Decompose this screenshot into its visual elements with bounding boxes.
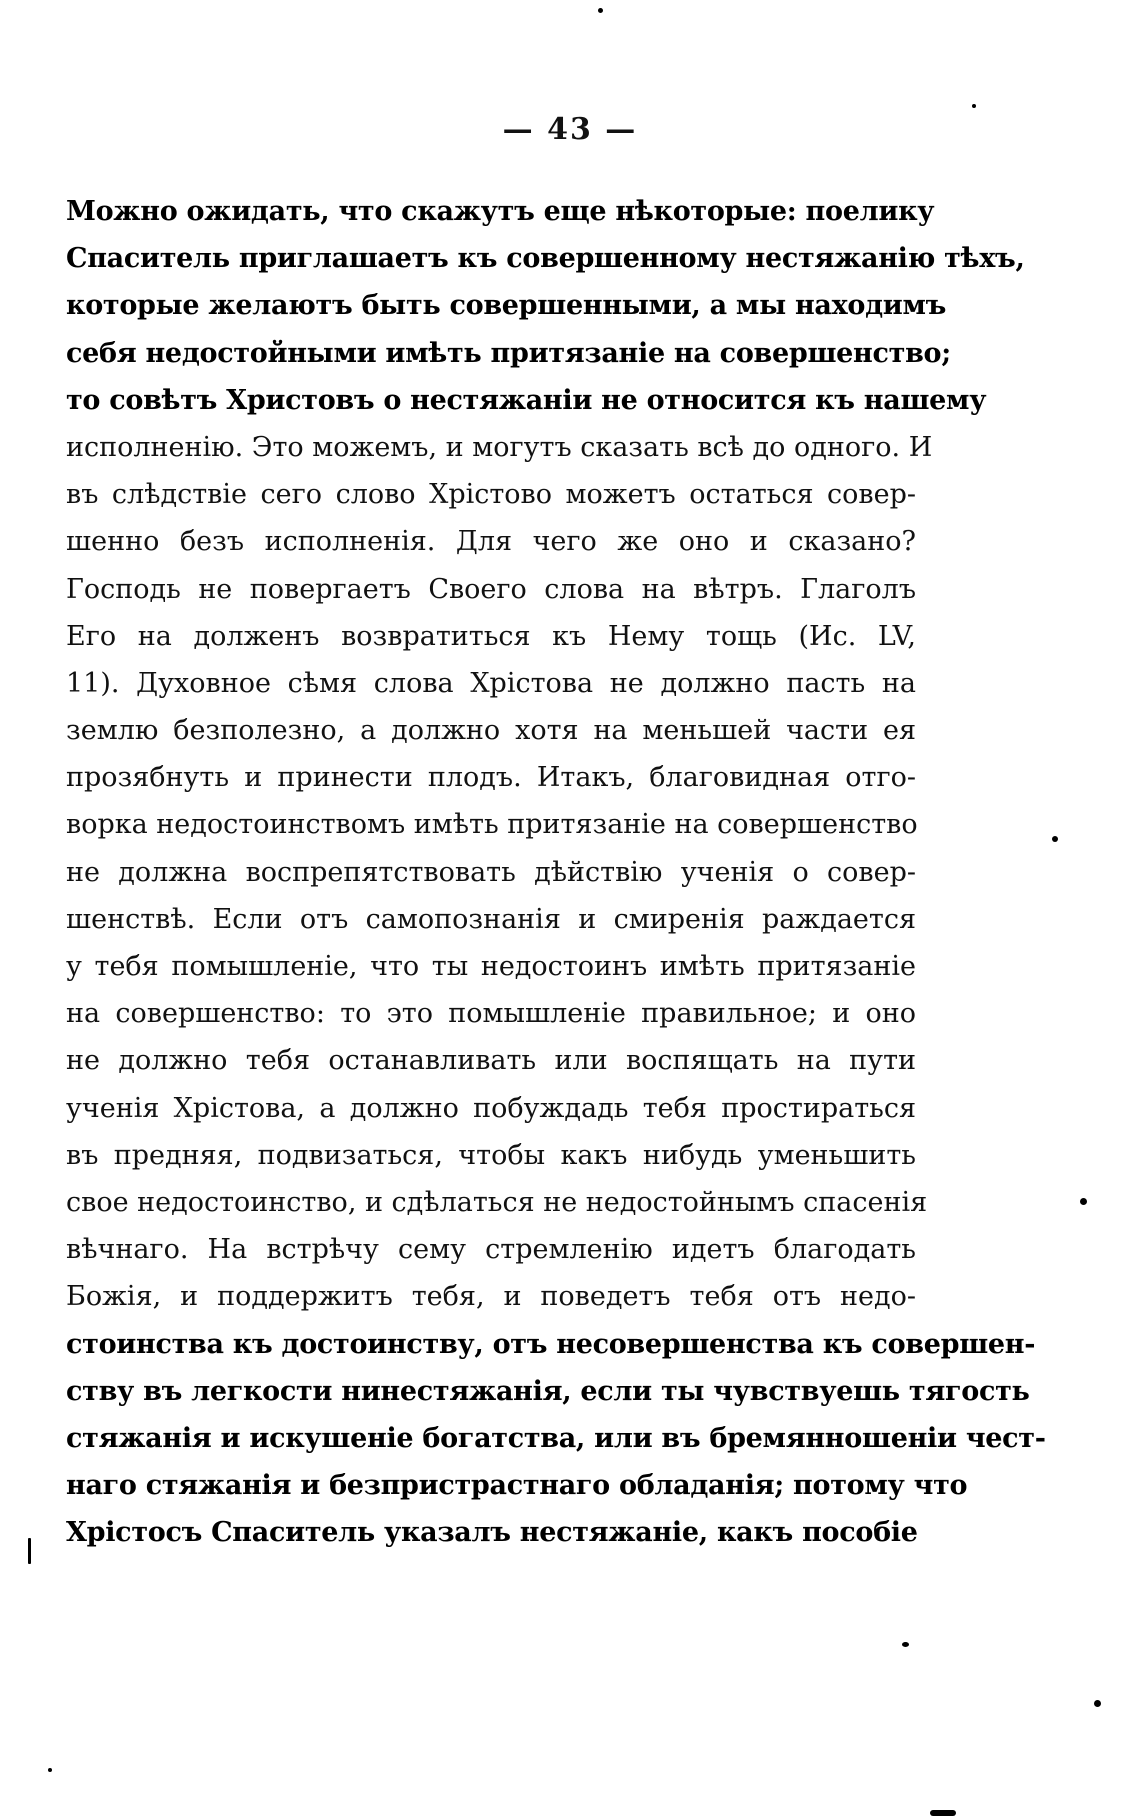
- scan-speck: [598, 8, 603, 13]
- page-number: — 43 —: [502, 112, 638, 147]
- text-line: свое недостоинство, и сдѣлаться не недостойнымъ спасенія: [66, 1186, 928, 1218]
- text-line: себя недостойными имѣть притязаніе на совершенство;: [66, 337, 951, 369]
- scan-speck: [1080, 1198, 1087, 1205]
- text-line: то совѣтъ Христовъ о нестяжаніи не относится къ нашему: [66, 384, 987, 416]
- text-line: Спаситель приглашаетъ къ совершенному нестяжанію тѣхъ,: [66, 243, 1025, 275]
- text-line: Божія, и поддержитъ тебя, и поведетъ тебя отъ недо-: [66, 1281, 916, 1313]
- scan-speck: [930, 1810, 956, 1816]
- text-line: не должна воспрепятствовать дѣйствію ученія о совер-: [66, 856, 916, 888]
- text-line: шенно безъ исполненія. Для чего же оно и сказано?: [66, 526, 916, 558]
- scan-speck: [1094, 1700, 1101, 1707]
- scan-speck: [48, 1768, 52, 1772]
- scan-speck: [972, 104, 976, 108]
- text-line: Его на долженъ возвратиться къ Нему тощь (Ис. LV,: [66, 620, 916, 652]
- body-text: [66, 188, 1046, 1556]
- text-line: 11). Духовное сѣмя слова Хрістова не должно пасть на: [66, 667, 916, 699]
- text-line: вѣчнаго. На встрѣчу сему стремленію идетъ благодать: [66, 1234, 916, 1266]
- text-line: ству въ легкости нинестяжанія, если ты чувствуешь тягость: [66, 1375, 1030, 1407]
- text-line: на совершенство: то это помышленіе правильное; и оно: [66, 998, 916, 1030]
- text-line: стяжанія и искушеніе богатства, или въ бремянношеніи чест-: [66, 1422, 1046, 1454]
- text-line: ворка недостоинствомъ имѣть притязаніе на совершенство: [66, 809, 918, 841]
- scan-speck: [1052, 836, 1058, 842]
- text-line: не должно тебя останавливать или воспящать на пути: [66, 1045, 916, 1077]
- scan-speck: [902, 1642, 909, 1647]
- scan-speck: [28, 1538, 31, 1564]
- text-line: которые желаютъ быть совершенными, а мы находимъ: [66, 290, 947, 322]
- text-line: Можно ожидать, что скажутъ еще нѣкоторые: поелику: [66, 196, 935, 227]
- text-line: у тебя помышленіе, что ты недостоинъ имѣть притязаніе: [66, 951, 916, 982]
- text-line: стоинства къ достоинству, отъ несовершенства къ совершен-: [66, 1328, 1036, 1360]
- text-line: ученія Хрістова, а должно побуждадь тебя простираться: [66, 1092, 916, 1124]
- text-line: наго стяжанія и безпристрастнаго обладанія; потому что: [66, 1470, 968, 1502]
- text-line: землю безполезно, а должно хотя на меньшей части ея: [66, 715, 916, 747]
- text-line: Хрістосъ Спаситель указалъ нестяжаніе, какъ пособіе: [66, 1517, 918, 1549]
- text-line: въ слѣдствіе сего слово Хрістово можетъ остаться совер-: [66, 479, 916, 511]
- text-line: прозябнуть и принести плодъ. Итакъ, благовидная отго-: [66, 762, 916, 794]
- text-line: Господь не повергаетъ Своего слова на вѣтръ. Глаголъ: [66, 573, 916, 605]
- text-line: исполненію. Это можемъ, и могутъ сказать всѣ до одного. И: [66, 431, 933, 463]
- text-line: шенствѣ. Если отъ самопознанія и смиренія раждается: [66, 903, 916, 935]
- text-line: въ предняя, подвизаться, чтобы какъ нибудь уменьшить: [66, 1139, 916, 1171]
